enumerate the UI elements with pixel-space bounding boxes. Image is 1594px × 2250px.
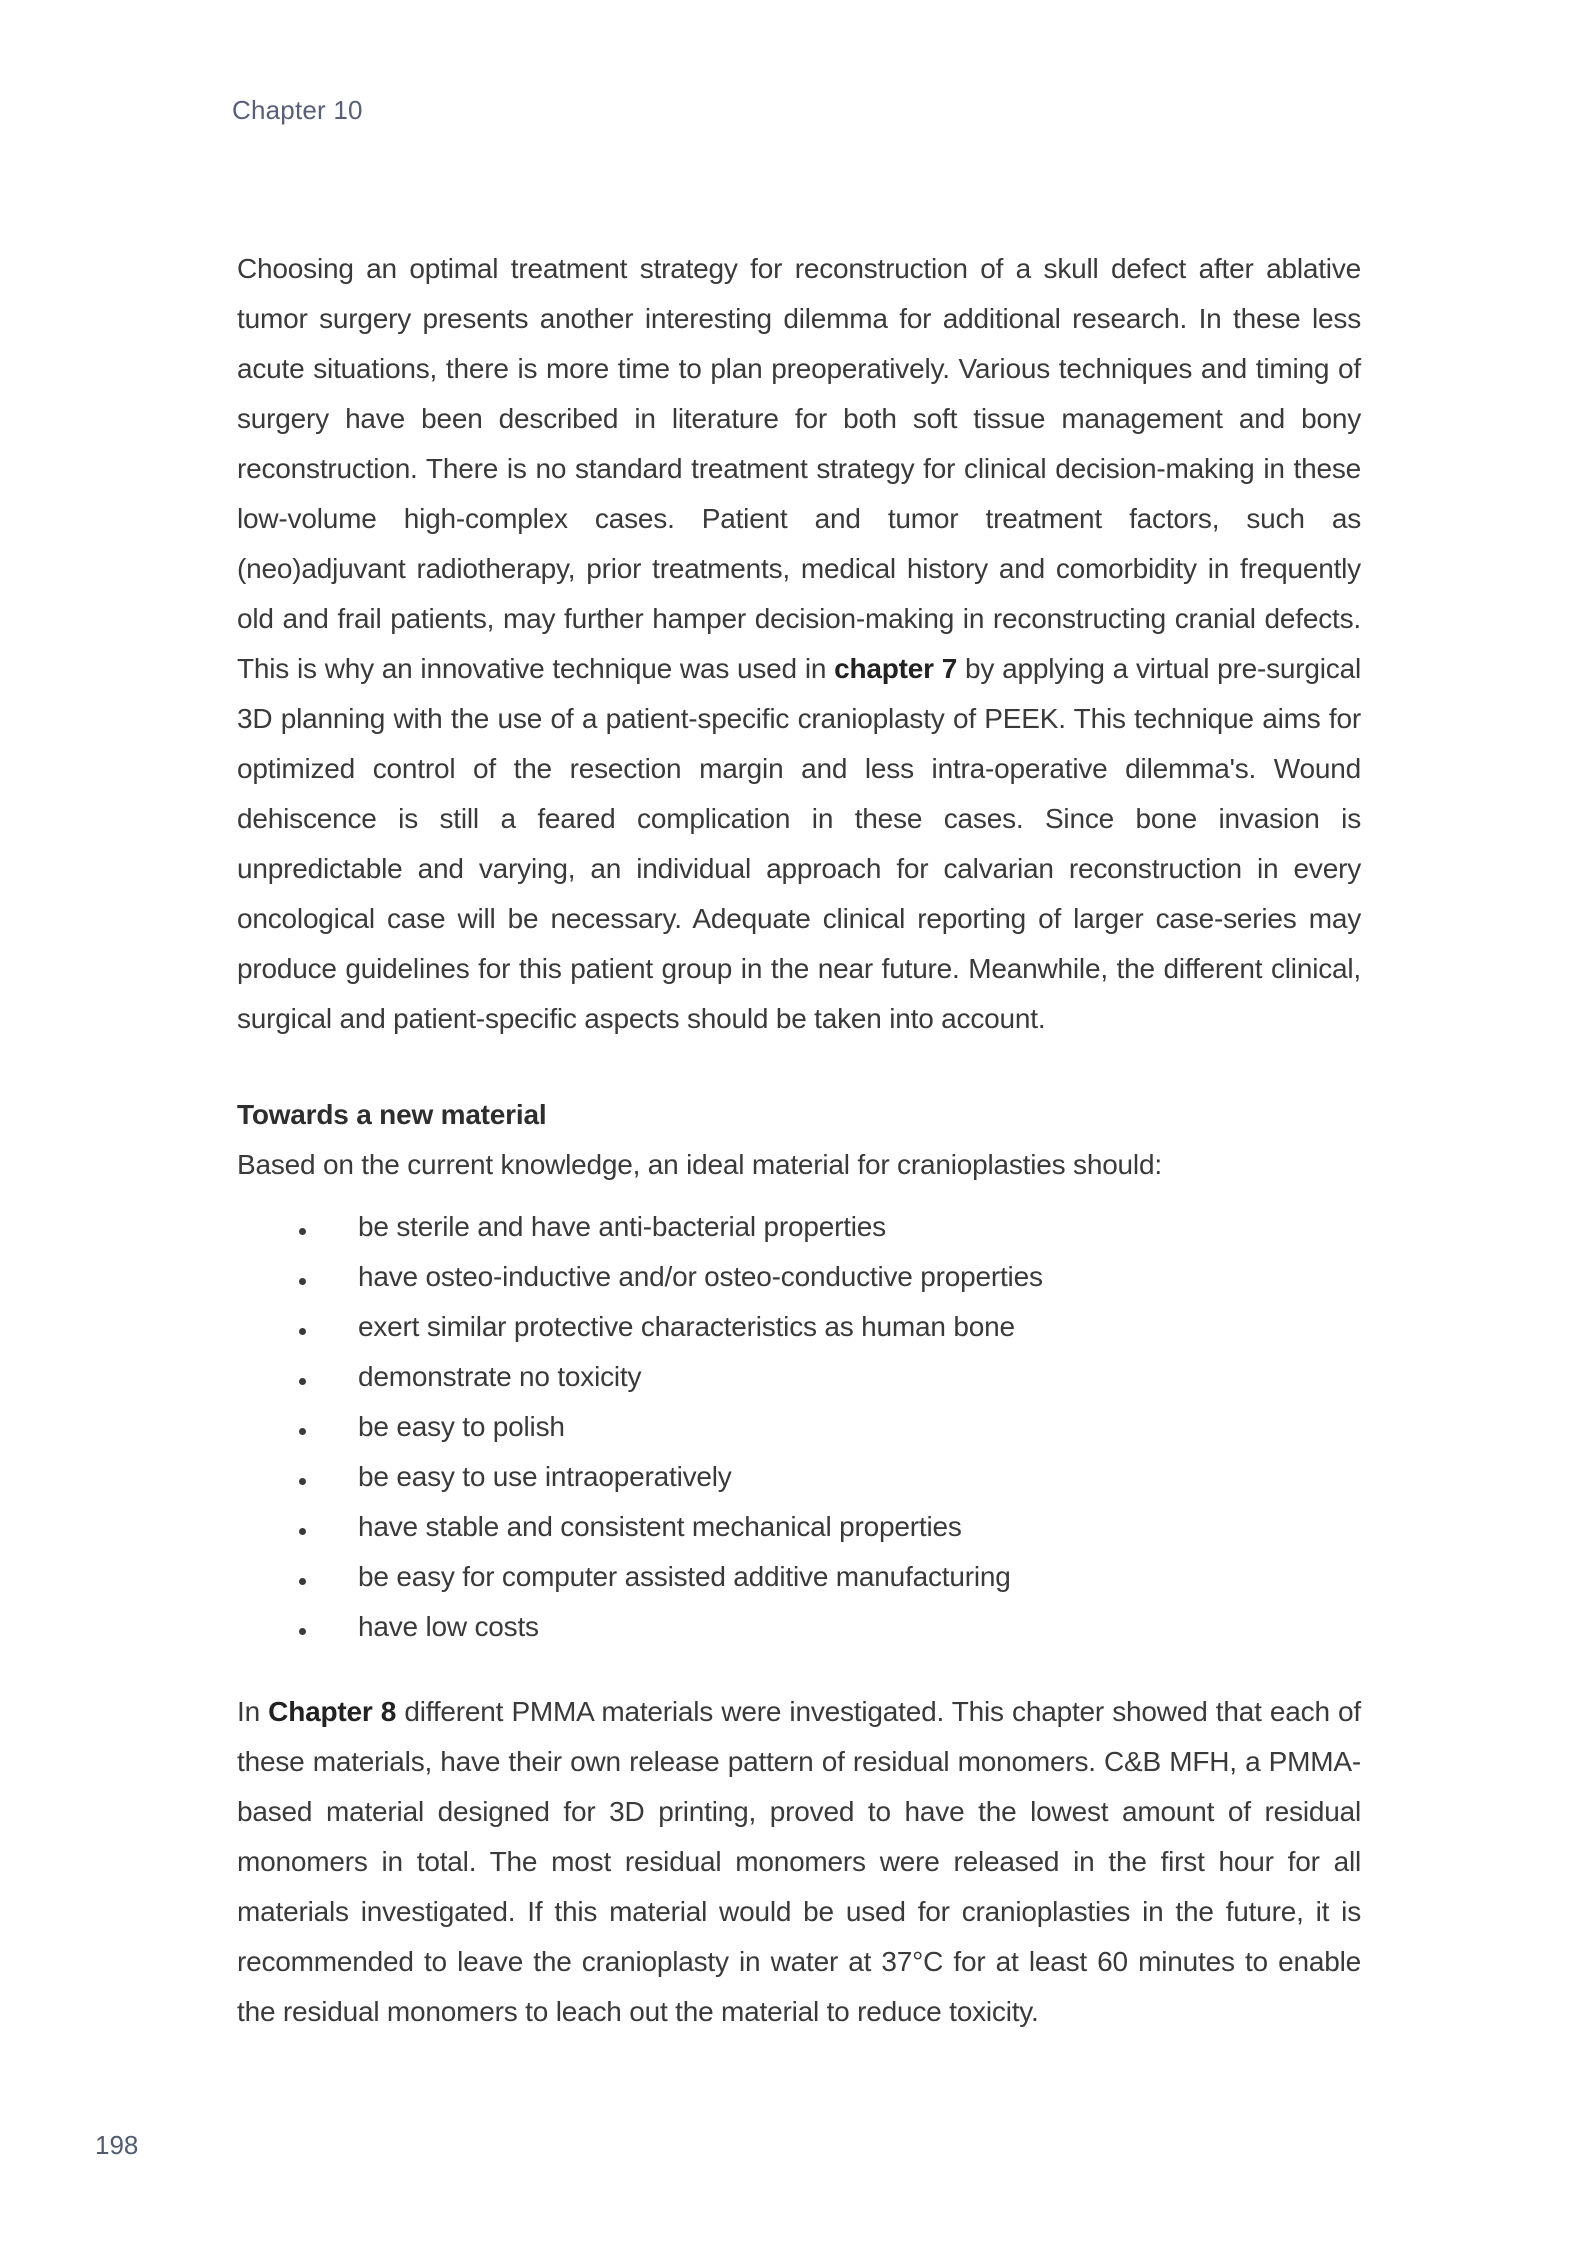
bullet-dot-icon <box>299 1328 306 1335</box>
paragraph-reconstruction-text-after: by applying a virtual pre-surgical 3D planning with the use of a patient-specific cranioplasty of PEEK. This technique aims for optimized control of the resection margin and less intra-operative dilemma's. Wound dehiscence is still a feared complication in these cases. Since bone invasion is unpredictable and varying, an individual approach for calvarian reconstruction in every oncological case will be necessary. Adequate clinical reporting of larger case-series may produce guidelines for this patient group in the near future. Meanwhile, the different clinical, surgical and patient-specific aspects should be taken into account. <box>237 653 1361 1034</box>
bullet-dot-icon <box>299 1528 306 1535</box>
page-content <box>237 244 1361 2037</box>
bullet-dot-icon <box>299 1628 306 1635</box>
bullet-dot-icon <box>299 1378 306 1385</box>
section-heading-towards-new-material: Towards a new material <box>237 1099 547 1130</box>
list-item-text: have osteo-inductive and/or osteo-conductive properties <box>358 1261 1043 1292</box>
bullet-dot-icon <box>299 1278 306 1285</box>
section-intro-line: Based on the current knowledge, an ideal material for cranioplasties should: <box>237 1149 1162 1180</box>
list-item <box>237 1402 1361 1452</box>
list-item-text: demonstrate no toxicity <box>358 1361 642 1392</box>
list-item-text: have low costs <box>358 1611 539 1642</box>
paragraph-chapter8 <box>237 1687 1361 2037</box>
list-item-text: be easy to use intraoperatively <box>358 1461 732 1492</box>
list-item <box>237 1552 1361 1602</box>
page-number: 198 <box>95 2130 139 2160</box>
ideal-material-bullet-list <box>237 1202 1361 1652</box>
list-item <box>237 1202 1361 1252</box>
list-item <box>237 1302 1361 1352</box>
chapter-8-reference: Chapter 8 <box>268 1696 397 1727</box>
list-item-text: have stable and consistent mechanical properties <box>358 1511 962 1542</box>
paragraph-reconstruction <box>237 244 1361 1044</box>
chapter-header: Chapter 10 <box>232 95 363 125</box>
list-item <box>237 1452 1361 1502</box>
paragraph-reconstruction-text-before: Choosing an optimal treatment strategy for reconstruction of a skull defect after ablative tumor surgery presents another interesting dilemma for additional research. In these less acute situations, there is more time to plan preoperatively. Various techniques and timing of surgery have been described in literature for both soft tissue management and bony reconstruction. There is no standard treatment strategy for clinical decision-making in these low-volume high-complex cases. Patient and tumor treatment factors, such as (neo)adjuvant radiotherapy, prior treatments, medical history and comorbidity in frequently old and frail patients, may further hamper decision-making in reconstructing cranial defects. This is why an innovative technique was used in <box>237 253 1361 684</box>
chapter-7-reference: chapter 7 <box>834 653 958 684</box>
list-item-text: be sterile and have anti-bacterial properties <box>358 1211 886 1242</box>
list-item-text: exert similar protective characteristics as human bone <box>358 1311 1015 1342</box>
paragraph-chapter8-text-after: different PMMA materials were investigated. This chapter showed that each of these materials, have their own release pattern of residual monomers. C&B MFH, a PMMA-based material designed for 3D printing, proved to have the lowest amount of residual monomers in total. The most residual monomers were released in the first hour for all materials investigated. If this material would be used for cranioplasties in the future, it is recommended to leave the cranioplasty in water at 37°C for at least 60 minutes to enable the residual monomers to leach out the material to reduce toxicity. <box>237 1696 1361 2027</box>
bullet-dot-icon <box>299 1428 306 1435</box>
bullet-dot-icon <box>299 1228 306 1235</box>
list-item <box>237 1502 1361 1552</box>
list-item <box>237 1252 1361 1302</box>
list-item-text: be easy for computer assisted additive manufacturing <box>358 1561 1011 1592</box>
list-item <box>237 1352 1361 1402</box>
list-item-text: be easy to polish <box>358 1411 565 1442</box>
paragraph-chapter8-text-before: In <box>237 1696 269 1727</box>
bullet-dot-icon <box>299 1478 306 1485</box>
list-item <box>237 1602 1361 1652</box>
bullet-dot-icon <box>299 1578 306 1585</box>
